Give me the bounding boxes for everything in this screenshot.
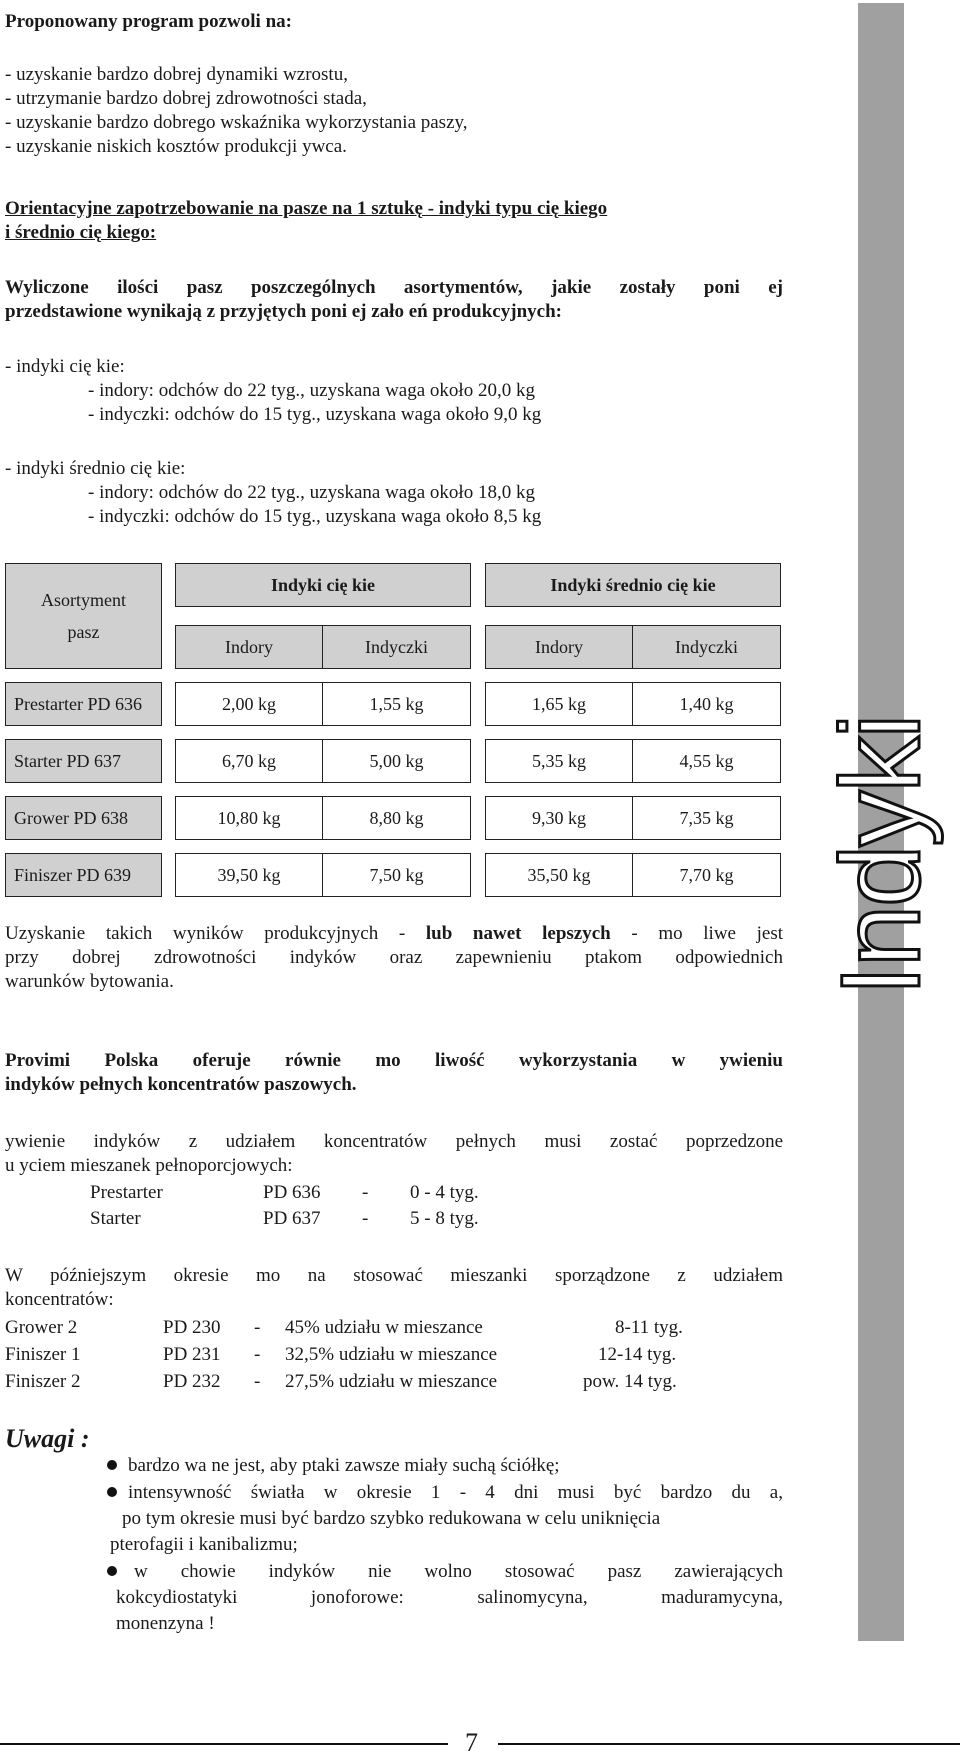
- table-group-heavy: Indyki cię kie: [175, 563, 471, 607]
- table-cell: 7,70 kg: [632, 853, 781, 897]
- feeding-row-code: PD 637: [263, 1208, 321, 1229]
- table-cell: 4,55 kg: [632, 739, 781, 783]
- table-row-label: Prestarter PD 636: [5, 682, 162, 726]
- table-group-medium: Indyki średnio cię kie: [485, 563, 781, 607]
- later-row-weeks: 12-14 tyg.: [598, 1344, 677, 1365]
- medium-line: - indyczki: odchów do 15 tyg., uzyskana waga około 8,5 kg: [88, 506, 542, 527]
- note-bullet-3-line2: kokcydiostatyki jonoforowe: salinomycyna, maduramycyna,: [116, 1587, 783, 1608]
- medium-title: - indyki średnio cię kie:: [5, 458, 186, 479]
- results-line1: [5, 922, 783, 946]
- bullet-icon: [107, 1460, 117, 1470]
- note-bullet-3-line3: monenzyna !: [116, 1613, 215, 1634]
- later-row-dash: -: [254, 1344, 261, 1365]
- table-cell: 2,00 kg: [175, 682, 323, 726]
- later-row-share: 27,5% udziału w mieszance: [285, 1371, 498, 1392]
- calc-line1: Wyliczone ilości pasz poszczególnych asortymentów, jakie zostały poni ej: [5, 277, 783, 298]
- results-text: Uzyskanie takich wyników produkcyjnych -: [5, 923, 426, 944]
- feeding-line2: u yciem mieszanek pełnoporcjowych:: [5, 1155, 293, 1176]
- offer-line2: indyków pełnych koncentratów paszowych.: [5, 1074, 357, 1095]
- table-corner-line2: pasz: [67, 622, 100, 642]
- later-row-share: 45% udziału w mieszance: [285, 1317, 483, 1338]
- table-sub-header: Indory: [175, 625, 323, 669]
- feeding-row-weeks: 0 - 4 tyg.: [410, 1182, 479, 1203]
- results-text: - mo liwe jest: [610, 923, 783, 944]
- sidebar-label: Indyki: [818, 715, 943, 997]
- table-cell: 1,65 kg: [485, 682, 633, 726]
- note-bullet-3-line1: w chowie indyków nie wolno stosować pasz zawierających: [134, 1561, 783, 1582]
- results-line3: warunków bytowania.: [5, 971, 174, 992]
- intro-item: - uzyskanie bardzo dobrego wskaźnika wykorzystania paszy,: [5, 112, 468, 133]
- intro-item: - utrzymanie bardzo dobrej zdrowotności stada,: [5, 88, 367, 109]
- table-cell: 35,50 kg: [485, 853, 633, 897]
- note-bullet-2-line1: intensywność światła w okresie 1 - 4 dni musi być bardzo du a,: [128, 1482, 783, 1503]
- later-row-name: Grower 2: [5, 1317, 78, 1338]
- feeding-row-name: Prestarter: [90, 1182, 163, 1203]
- heavy-title: - indyki cię kie:: [5, 356, 125, 377]
- heavy-line: - indyczki: odchów do 15 tyg., uzyskana waga około 9,0 kg: [88, 404, 542, 425]
- table-sub-header: Indyczki: [632, 625, 781, 669]
- table-cell: 8,80 kg: [322, 796, 471, 840]
- table-cell: 5,35 kg: [485, 739, 633, 783]
- later-row-code: PD 231: [163, 1344, 221, 1365]
- table-cell: 6,70 kg: [175, 739, 323, 783]
- feeding-line1: ywienie indyków z udziałem koncentratów pełnych musi zostać poprzedzone: [5, 1131, 783, 1152]
- later-row-name: Finiszer 1: [5, 1344, 81, 1365]
- intro-item: - uzyskanie bardzo dobrej dynamiki wzrostu,: [5, 64, 348, 85]
- later-row-code: PD 230: [163, 1317, 221, 1338]
- feeding-row-name: Starter: [90, 1208, 141, 1229]
- later-row-dash: -: [254, 1317, 261, 1338]
- later-line1: W późniejszym okresie mo na stosować mieszanki sporządzone z udziałem: [5, 1265, 783, 1286]
- notes-title: Uwagi :: [5, 1424, 90, 1453]
- table-corner: [5, 563, 162, 669]
- note-bullet-2-line2: po tym okresie musi być bardzo szybko redukowana w celu uniknięcia: [122, 1508, 661, 1529]
- later-row-share: 32,5% udziału w mieszance: [285, 1344, 498, 1365]
- table-cell: 1,40 kg: [632, 682, 781, 726]
- calc-line2: przedstawione wynikają z przyjętych poni ej zało eń produkcyjnych:: [5, 301, 562, 322]
- feeding-row-code: PD 636: [263, 1182, 321, 1203]
- results-line2: przy dobrej zdrowotności indyków oraz zapewnieniu ptakom odpowiednich: [5, 947, 783, 968]
- table-cell: 39,50 kg: [175, 853, 323, 897]
- later-row-dash: -: [254, 1371, 261, 1392]
- table-cell: 7,50 kg: [322, 853, 471, 897]
- table-sub-header: Indory: [485, 625, 633, 669]
- table-cell: 7,35 kg: [632, 796, 781, 840]
- feeding-row-weeks: 5 - 8 tyg.: [410, 1208, 479, 1229]
- later-row-code: PD 232: [163, 1371, 221, 1392]
- later-row-name: Finiszer 2: [5, 1371, 81, 1392]
- feeding-row-dash: -: [362, 1208, 369, 1229]
- later-line2: koncentratów:: [5, 1289, 114, 1310]
- orientation-heading-line2: i średnio cię kiego:: [5, 222, 157, 243]
- table-sub-header: Indyczki: [322, 625, 471, 669]
- footer-rule-left: [0, 1743, 448, 1745]
- medium-line: - indory: odchów do 22 tyg., uzyskana waga około 18,0 kg: [88, 482, 535, 503]
- heavy-line: - indory: odchów do 22 tyg., uzyskana waga około 20,0 kg: [88, 380, 535, 401]
- table-cell: 10,80 kg: [175, 796, 323, 840]
- bullet-icon: [107, 1566, 117, 1576]
- table-corner-line1: Asortyment: [41, 590, 126, 610]
- orientation-heading-line1: Orientacyjne zapotrzebowanie na pasze na 1 sztukę - indyki typu cię kiego: [5, 198, 608, 219]
- intro-heading: Proponowany program pozwoli na:: [5, 11, 292, 32]
- later-row-weeks: pow. 14 tyg.: [583, 1371, 677, 1392]
- table-cell: 1,55 kg: [322, 682, 471, 726]
- page-number: 7: [465, 1728, 478, 1757]
- bullet-icon: [107, 1487, 117, 1497]
- table-row-label: Grower PD 638: [5, 796, 162, 840]
- later-row-weeks: 8-11 tyg.: [615, 1317, 683, 1338]
- footer-rule-right: [498, 1743, 960, 1745]
- offer-line1: Provimi Polska oferuje równie mo liwość wykorzystania w ywieniu: [5, 1050, 783, 1071]
- note-bullet-2-line3: pterofagii i kanibalizmu;: [110, 1534, 298, 1555]
- table-cell: 9,30 kg: [485, 796, 633, 840]
- feeding-row-dash: -: [362, 1182, 369, 1203]
- table-cell: 5,00 kg: [322, 739, 471, 783]
- intro-item: - uzyskanie niskich kosztów produkcji ywca.: [5, 136, 347, 157]
- table-row-label: Starter PD 637: [5, 739, 162, 783]
- note-bullet-1: bardzo wa ne jest, aby ptaki zawsze miały suchą ściółkę;: [128, 1455, 560, 1476]
- table-row-label: Finiszer PD 639: [5, 853, 162, 897]
- results-emphasis: lub nawet lepszych: [425, 923, 611, 944]
